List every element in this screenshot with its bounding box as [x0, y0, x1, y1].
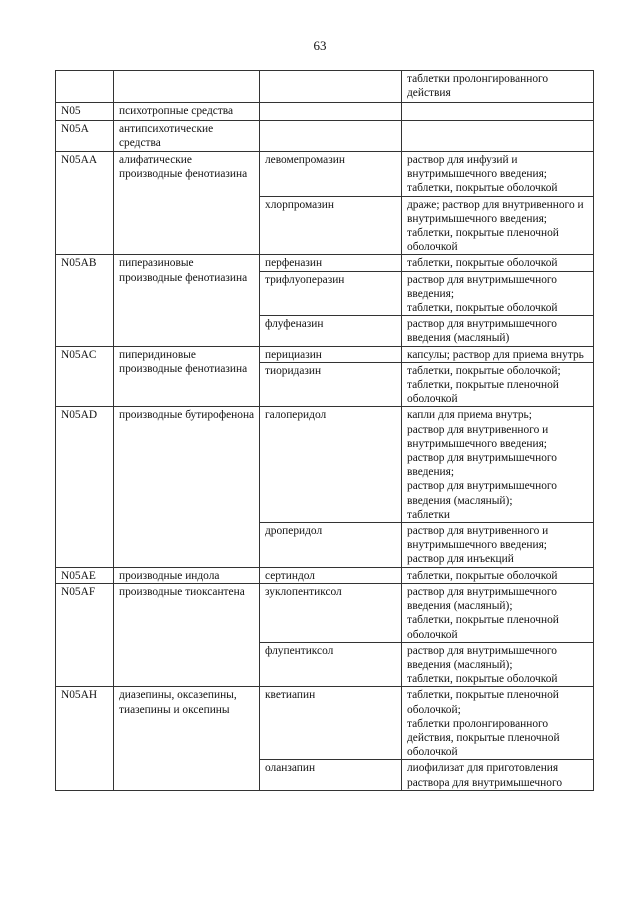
- group-name-cell: производные тиоксантена: [114, 583, 260, 686]
- group-name-cell: производные индола: [114, 567, 260, 583]
- medicines-table-body: [56, 71, 594, 791]
- group-name-cell: алифатические производные фенотиазина: [114, 152, 260, 255]
- table-row: [56, 407, 594, 523]
- drug-name-cell: [260, 103, 402, 121]
- table-row: [56, 103, 594, 121]
- drug-name-cell: трифлуоперазин: [260, 271, 402, 316]
- drug-name-cell: флуфеназин: [260, 316, 402, 346]
- dosage-form-cell: капли для приема внутрь; раствор для внутривенного и внутримышечного введения; раствор для внутримышечного введения; раствор для внутримышечного введения (масляный); таблетки: [402, 407, 594, 523]
- atc-code-cell: N05: [56, 103, 114, 121]
- drug-name-cell: кветиапин: [260, 687, 402, 760]
- dosage-form-cell: раствор для инфузий и внутримышечного введения; таблетки, покрытые оболочкой: [402, 152, 594, 197]
- drug-name-cell: флупентиксол: [260, 642, 402, 687]
- group-name-cell: пиперазиновые производные фенотиазина: [114, 255, 260, 346]
- dosage-form-cell: таблетки, покрытые оболочкой: [402, 567, 594, 583]
- dosage-form-cell: таблетки, покрытые пленочной оболочкой; таблетки пролонгированного действия, покрытые пленочной оболочкой: [402, 687, 594, 760]
- atc-code-cell: N05AD: [56, 407, 114, 567]
- drug-name-cell: зуклопентиксол: [260, 583, 402, 642]
- dosage-form-cell: [402, 103, 594, 121]
- group-name-cell: производные бутирофенона: [114, 407, 260, 567]
- drug-name-cell: перициазин: [260, 346, 402, 362]
- dosage-form-cell: таблетки, покрытые оболочкой: [402, 255, 594, 271]
- drug-name-cell: оланзапин: [260, 760, 402, 790]
- page-number: 63: [313, 38, 327, 53]
- atc-code-cell: N05AH: [56, 687, 114, 790]
- atc-code-cell: N05A: [56, 121, 114, 152]
- drug-name-cell: сертиндол: [260, 567, 402, 583]
- atc-code-cell: N05AB: [56, 255, 114, 346]
- atc-code-cell: N05AF: [56, 583, 114, 686]
- dosage-form-cell: таблетки, покрытые оболочкой; таблетки, покрытые пленочной оболочкой: [402, 362, 594, 407]
- group-name-cell: психотропные средства: [114, 103, 260, 121]
- table-row: [56, 255, 594, 271]
- medicines-table: [55, 70, 594, 791]
- table-row: [56, 583, 594, 642]
- table-row: [56, 152, 594, 197]
- drug-name-cell: [260, 121, 402, 152]
- atc-code-cell: [56, 71, 114, 103]
- drug-name-cell: левомепромазин: [260, 152, 402, 197]
- dosage-form-cell: раствор для внутримышечного введения (масляный): [402, 316, 594, 346]
- dosage-form-cell: раствор для внутримышечного введения (масляный); таблетки, покрытые пленочной оболочкой: [402, 583, 594, 642]
- drug-name-cell: перфеназин: [260, 255, 402, 271]
- dosage-form-cell: [402, 121, 594, 152]
- table-row: [56, 71, 594, 103]
- group-name-cell: диазепины, оксазепины, тиазепины и оксепины: [114, 687, 260, 790]
- drug-name-cell: [260, 71, 402, 103]
- drug-name-cell: галоперидол: [260, 407, 402, 523]
- atc-code-cell: N05AE: [56, 567, 114, 583]
- drug-name-cell: тиоридазин: [260, 362, 402, 407]
- group-name-cell: [114, 71, 260, 103]
- dosage-form-cell: драже; раствор для внутривенного и внутримышечного введения; таблетки, покрытые пленочной оболочкой: [402, 196, 594, 255]
- dosage-form-cell: лиофилизат для приготовления раствора для внутримышечного: [402, 760, 594, 790]
- table-row: [56, 346, 594, 362]
- drug-name-cell: хлорпромазин: [260, 196, 402, 255]
- dosage-form-cell: раствор для внутривенного и внутримышечного введения; раствор для инъекций: [402, 523, 594, 568]
- dosage-form-cell: капсулы; раствор для приема внутрь: [402, 346, 594, 362]
- drug-name-cell: дроперидол: [260, 523, 402, 568]
- atc-code-cell: N05AC: [56, 346, 114, 407]
- table-row: [56, 121, 594, 152]
- group-name-cell: антипсихотические средства: [114, 121, 260, 152]
- dosage-form-cell: таблетки пролонгированного действия: [402, 71, 594, 103]
- atc-code-cell: N05AA: [56, 152, 114, 255]
- group-name-cell: пиперидиновые производные фенотиазина: [114, 346, 260, 407]
- table-row: [56, 567, 594, 583]
- dosage-form-cell: раствор для внутримышечного введения; таблетки, покрытые оболочкой: [402, 271, 594, 316]
- dosage-form-cell: раствор для внутримышечного введения (масляный); таблетки, покрытые оболочкой: [402, 642, 594, 687]
- table-row: [56, 687, 594, 760]
